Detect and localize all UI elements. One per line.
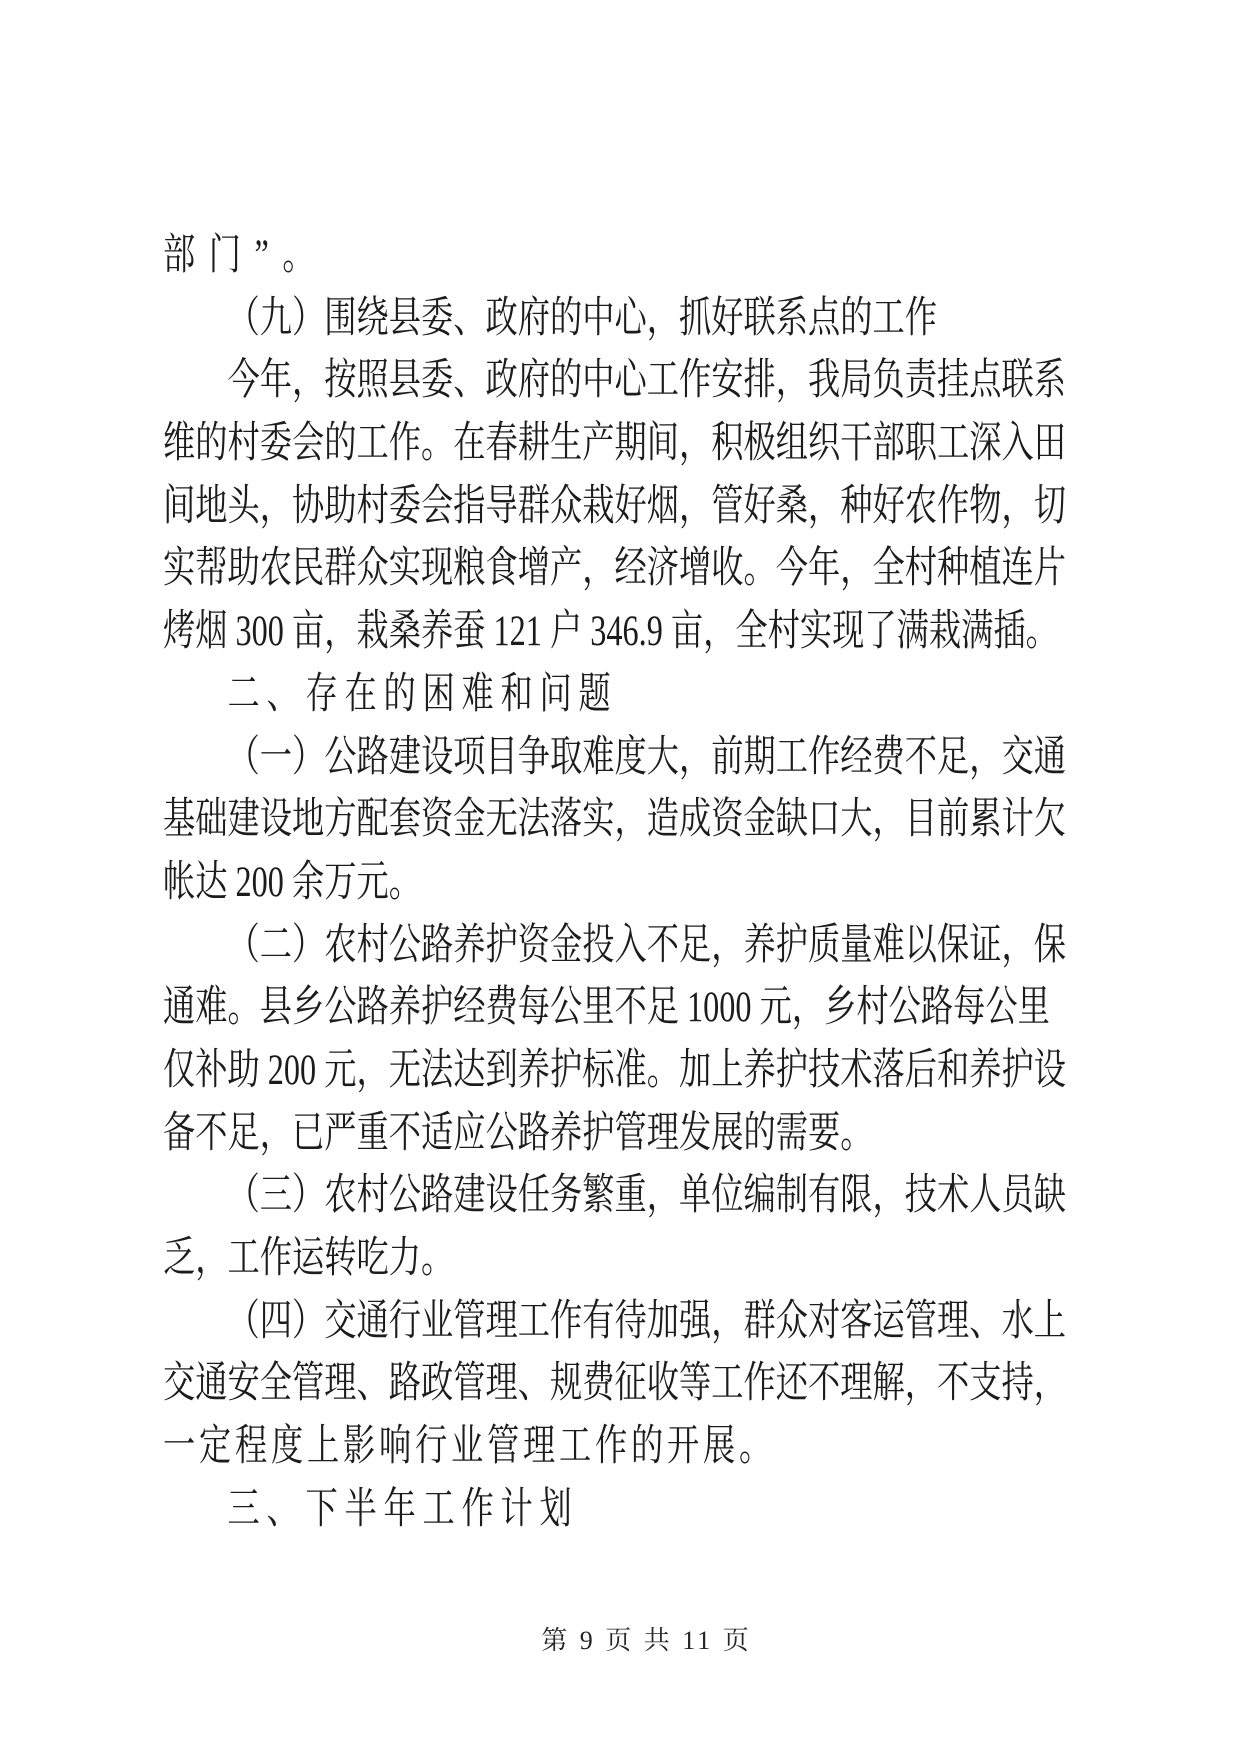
text-line: （四）交通行业管理工作有待加强，群众对客运管理、水上 <box>227 1297 1066 1345</box>
page-number-footer: 第 9 页 共 11 页 <box>541 1626 752 1655</box>
text-line: 二、存在的困难和问题 <box>227 670 618 718</box>
chapter-heading-3 <box>163 1479 1087 1542</box>
text-line: 交通安全管理、路政管理、规费征收等工作还不理解，不支持， <box>163 1360 1066 1408</box>
text-line: 帐达 200 余万元。 <box>163 858 421 906</box>
text-line: （二）农村公路养护资金投入不足，养护质量难以保证，保 <box>227 921 1066 969</box>
text-line: 三、下半年工作计划 <box>227 1485 579 1533</box>
text-line: 实帮助农民群众实现粮食增产，经济增收。今年，全村种植连片 <box>163 545 1066 593</box>
text-line: 维的村委会的工作。在春耕生产期间，积极组织干部职工深入田 <box>163 420 1066 468</box>
paragraph-continuation-end <box>163 225 1087 288</box>
text-line: 一定程度上影响行业管理工作的开展。 <box>163 1423 775 1471</box>
text-line: 备不足，已严重不适应公路养护管理发展的需要。 <box>163 1109 873 1157</box>
text-line: 烤烟 300 亩，栽桑养蚕 121 户 346.9 亩，全村实现了满栽满插。 <box>163 608 1058 656</box>
problem-item-1 <box>163 727 1087 915</box>
problem-item-2 <box>163 915 1087 1166</box>
problem-item-3 <box>163 1165 1087 1290</box>
text-line: （三）农村公路建设任务繁重，单位编制有限，技术人员缺 <box>227 1172 1066 1220</box>
problem-item-4 <box>163 1291 1087 1479</box>
document-body <box>163 225 1087 1541</box>
text-line: 间地头，协助村委会指导群众栽好烟，管好桑，种好农作物，切 <box>163 482 1066 530</box>
text-line: （一）公路建设项目争取难度大，前期工作经费不足，交通 <box>227 733 1066 781</box>
body-paragraph-liaison-work <box>163 350 1087 663</box>
text-line: 今年，按照县委、政府的中心工作安排，我局负责挂点联系 <box>227 357 1066 405</box>
text-line: 基础建设地方配套资金无法落实，造成资金缺口大，目前累计欠 <box>163 796 1066 844</box>
text-line: 部门”。 <box>163 232 329 279</box>
section-heading-9 <box>163 288 1087 351</box>
text-line: 乏，工作运转吃力。 <box>163 1235 454 1282</box>
text-line: （九）围绕县委、政府的中心，抓好联系点的工作 <box>227 294 937 342</box>
text-line: 仅补助 200 元，无法达到养护标准。加上养护技术落后和养护设 <box>163 1046 1066 1094</box>
text-line: 通难。县乡公路养护经费每公里不足 1000 元，乡村公路每公里 <box>163 984 1050 1032</box>
chapter-heading-2 <box>163 664 1087 727</box>
